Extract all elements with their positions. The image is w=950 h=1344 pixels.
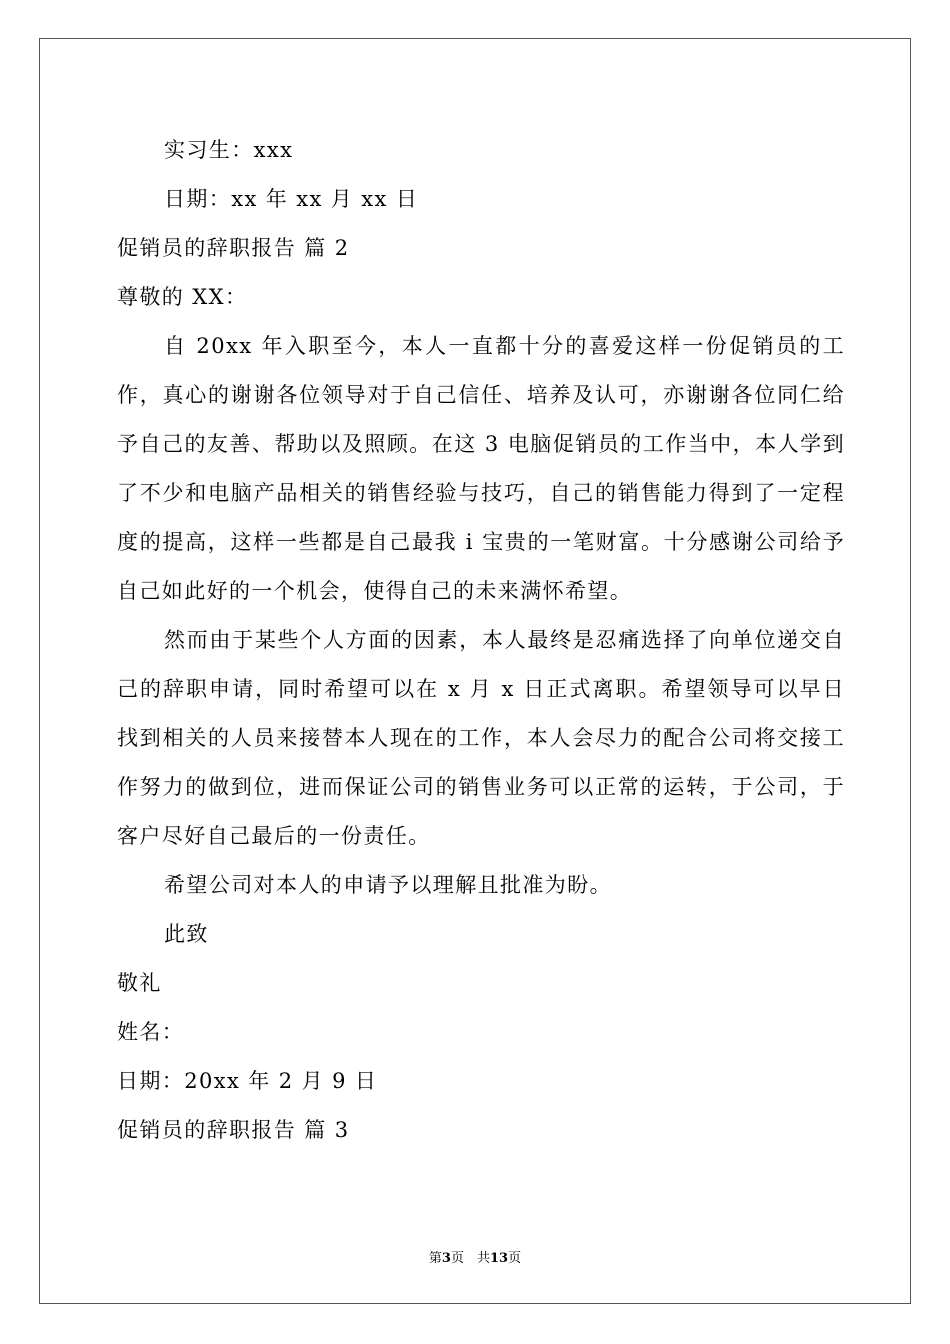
section-heading-3: 促销员的辞职报告 篇 3 xyxy=(117,1118,350,1142)
page-footer xyxy=(0,1247,950,1266)
name-label: 姓名： xyxy=(117,1020,185,1044)
footer-mid: 页 共 xyxy=(450,1251,490,1266)
intern-line: 实习生：xxx xyxy=(164,138,294,162)
salutation: 尊敬的 XX： xyxy=(117,285,248,309)
closing-line-1: 此致 xyxy=(164,922,209,946)
document-body xyxy=(117,126,845,1155)
date-line: 日期：20xx 年 2 月 9 日 xyxy=(117,1069,378,1093)
section-heading-2: 促销员的辞职报告 篇 2 xyxy=(117,236,350,260)
footer-suffix: 页 xyxy=(508,1251,522,1266)
closing-line-2: 敬礼 xyxy=(117,971,162,995)
footer-page-number: 3 xyxy=(441,1251,451,1266)
paragraph-2: 然而由于某些个人方面的因素，本人最终是忍痛选择了向单位递交自己的辞职申请，同时希望可以在 x 月 x 日正式离职。希望领导可以早日找到相关的人员来接替本人现在的工作，本人会尽力的配合公司将交接工作努力的做到位，进而保证公司的销售业务可以正常的运转，于公司，于客户尽好自己最后的一份责任。 xyxy=(117,628,845,848)
footer-total-pages: 13 xyxy=(489,1251,509,1266)
footer-prefix: 第 xyxy=(428,1251,442,1266)
date-line-top: 日期：xx 年 xx 月 xx 日 xyxy=(164,187,419,211)
paragraph-1: 自 20xx 年入职至今，本人一直都十分的喜爱这样一份促销员的工作，真心的谢谢各位领导对于自己信任、培养及认可，亦谢谢各位同仁给予自己的友善、帮助以及照顾。在这 3 电脑促销员的工作当中，本人学到了不少和电脑产品相关的销售经验与技巧，自己的销售能力得到了一定程度的提高，这样一些都是自己最我 i 宝贵的一笔财富。十分感谢公司给予自己如此好的一个机会，使得自己的未来满怀希望。 xyxy=(117,334,845,603)
paragraph-3: 希望公司对本人的申请予以理解且批准为盼。 xyxy=(164,873,612,897)
